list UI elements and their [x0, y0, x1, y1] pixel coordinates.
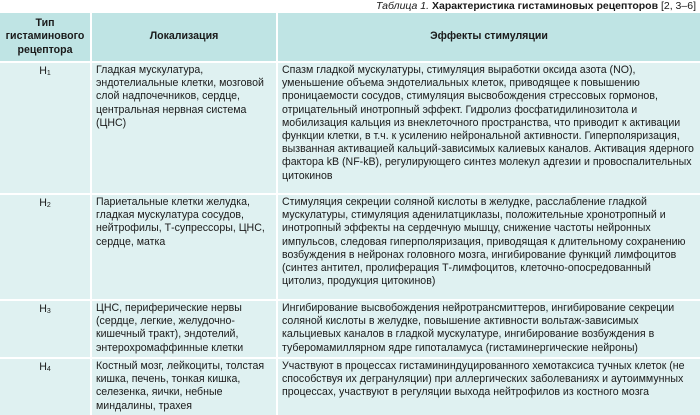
caption-title: Характеристика гистаминовых рецепторов: [431, 0, 659, 12]
receptor-index: 2: [46, 202, 51, 209]
header-row: [0, 13, 700, 62]
header-location: Локализация: [91, 13, 277, 62]
caption-refs: [2, 3–6]: [660, 0, 696, 12]
effects-cell: Участвуют в процессах гистамининдуцированного хемотаксиса тучных клеток (не способствуя их дегрануляции) при аллергических заболеваниях и аутоиммунных процессах, участвуют в регуляции выхода нейтрофилов из костного мозга: [277, 358, 700, 415]
location-cell: Гладкая мускулатура, эндотелиальные клетки, мозговой слой надпочечников, сердце, центральная нервная система (ЦНС): [91, 62, 277, 194]
effects-cell: Спазм гладкой мускулатуры, стимуляция выработки оксида азота (NO), уменьшение объема эндотелиальных клеток, приводящее к повышению проницаемости сосудов, стимуляция высвобождения стрессовых гормонов, отрицательный инотропный эффект. Гидролиз фосфатидилинозитола и мобилизация кальция из внеклеточного пространства, что приводит к активации функции клетки, в т.ч. к усилению нейрональной активности. Гиперполяризация, вызванная активацией кальций-зависимых калиевых каналов. Активация ядерного фактора kB (NF-kB), регулирующего синтез молекул адгезии и провоспалительных цитокинов: [277, 62, 700, 194]
receptor-letter: H: [39, 197, 47, 209]
effects-cell: Стимуляция секреции соляной кислоты в желудке, расслабление гладкой мускулатуры, стимуляция аденилатциклазы, положительные хронотропный и инотропный эффекты на сердечную мышцу, снижение частоты нейронных импульсов, следовая гиперполяризация, приводящая к длительному сохранению возбуждения в нейронах головного мозга, ингибирование функций лимфоцитов (синтез антител, пролиферация Т-лимфоцитов, клеточно-опосредованный цитолиз, продукция цитокинов): [277, 194, 700, 300]
table-row: [0, 358, 700, 415]
receptor-index: 3: [46, 308, 51, 315]
location-cell: ЦНС, периферические нервы (сердце, легкие, желудочно-кишечный тракт), эндотелий, энтерохромаффинные клетки: [91, 300, 277, 358]
header-effects: Эффекты стимуляции: [277, 13, 700, 62]
location-cell: Костный мозг, лейкоциты, толстая кишка, печень, тонкая кишка, селезенка, яички, небные миндалины, трахея: [91, 358, 277, 415]
histamine-receptors-table: [0, 13, 700, 415]
receptor-type-cell: [0, 62, 91, 194]
receptor-type-cell: [0, 194, 91, 300]
table-row: [0, 194, 700, 300]
receptor-letter: H: [39, 65, 47, 77]
receptor-index: 4: [46, 366, 51, 373]
receptor-type-cell: [0, 358, 91, 415]
table-row: [0, 300, 700, 358]
table-row: [0, 62, 700, 194]
receptor-type-cell: [0, 300, 91, 358]
caption-label: Таблица 1.: [375, 0, 430, 12]
location-cell: Париетальные клетки желудка, гладкая мускулатура сосудов, нейтрофилы, Т-супрессоры, ЦНС, сердце, матка: [91, 194, 277, 300]
effects-cell: Ингибирование высвобождения нейротрансмиттеров, ингибирование секреции соляной кислоты в желудке, повышение активности вольтаж-зависимых кальциевых каналов в гладкой мускулатуре, ингибирование возбуждения в туберомамиллярном ядре гипоталамуса (гистаминергические нейроны): [277, 300, 700, 358]
receptor-letter: H: [39, 361, 47, 373]
receptor-index: 1: [46, 70, 51, 77]
receptor-letter: H: [39, 303, 47, 315]
header-type: Тип гистаминового рецептора: [0, 13, 91, 62]
table-caption: [0, 0, 700, 13]
